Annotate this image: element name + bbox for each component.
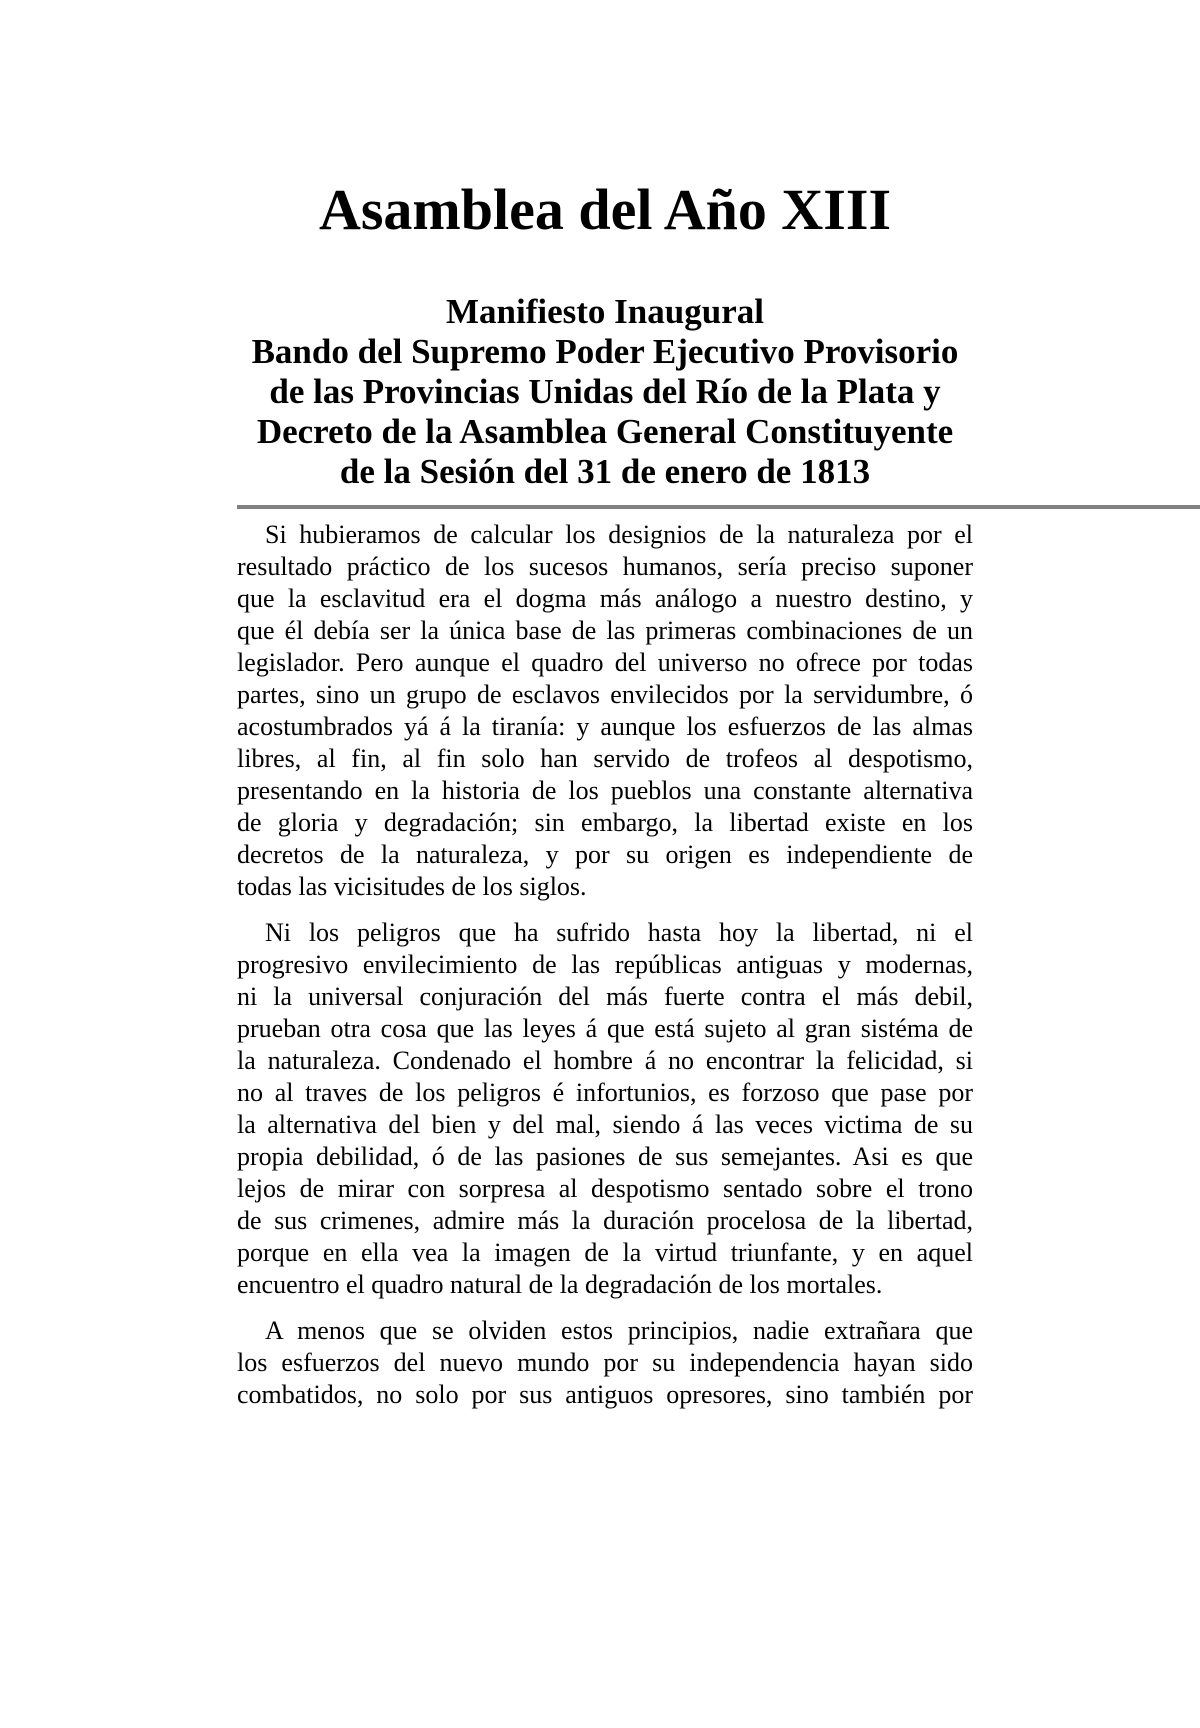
subtitle-line: Bando del Supremo Poder Ejecutivo Provisorio	[251, 332, 959, 371]
subtitle-line: Manifiesto Inaugural	[446, 292, 764, 331]
paragraph	[237, 1315, 973, 1411]
paragraph	[237, 519, 973, 903]
text-line: de gloria y degradación; sin embargo, la libertad existe en los	[237, 808, 973, 837]
document-title: Asamblea del Año XIII	[318, 177, 892, 242]
document-header	[237, 175, 973, 492]
text-line: Ni los peligros que ha sufrido hasta hoy la libertad, ni el	[265, 918, 973, 947]
subtitle-line: de las Provincias Unidas del Río de la Plata y	[269, 372, 941, 411]
document-page	[0, 175, 1200, 1728]
text-line: la naturaleza. Condenado el hombre á no encontrar la felicidad, si	[237, 1046, 973, 1075]
text-line: de sus crimenes, admire más la duración procelosa de la libertad,	[237, 1206, 973, 1235]
text-line: partes, sino un grupo de esclavos envilecidos por la servidumbre, ó	[237, 680, 973, 709]
text-line: que la esclavitud era el dogma más análogo a nuestro destino, y	[237, 584, 973, 613]
text-line: Si hubieramos de calcular los designios de la naturaleza por el	[265, 520, 973, 549]
text-line: resultado práctico de los sucesos humanos, sería preciso suponer	[237, 552, 973, 581]
text-line: encuentro el quadro natural de la degradación de los mortales.	[237, 1270, 883, 1299]
text-line: A menos que se olviden estos principios, nadie extrañara que	[265, 1316, 973, 1345]
text-line: progresivo envilecimiento de las repúblicas antiguas y modernas,	[237, 950, 973, 979]
text-line: prueban otra cosa que las leyes á que está sujeto al gran sistéma de	[237, 1014, 973, 1043]
text-line: porque en ella vea la imagen de la virtud triunfante, y en aquel	[237, 1238, 973, 1267]
text-line: todas las vicisitudes de los siglos.	[237, 872, 587, 901]
text-line: legislador. Pero aunque el quadro del universo no ofrece por todas	[237, 648, 973, 677]
paragraph	[237, 917, 973, 1301]
text-line: no al traves de los peligros é infortunios, es forzoso que pase por	[237, 1078, 973, 1107]
document-subtitle	[237, 292, 973, 492]
text-line: decretos de la naturaleza, y por su origen es independiente de	[237, 840, 973, 869]
text-line: combatidos, no solo por sus antiguos opresores, sino también por	[237, 1380, 973, 1409]
text-line: lejos de mirar con sorpresa al despotismo sentado sobre el trono	[237, 1174, 973, 1203]
subtitle-line: Decreto de la Asamblea General Constituyente	[256, 412, 954, 451]
subtitle-line: de la Sesión del 31 de enero de 1813	[339, 452, 871, 491]
text-line: presentando en la historia de los pueblos una constante alternativa	[237, 776, 973, 805]
text-line: que él debía ser la única base de las primeras combinaciones de un	[237, 616, 973, 645]
text-line: ni la universal conjuración del más fuerte contra el más debil,	[237, 982, 973, 1011]
text-line: los esfuerzos del nuevo mundo por su independencia hayan sido	[237, 1348, 973, 1377]
document-body	[237, 519, 973, 1411]
text-line: la alternativa del bien y del mal, siendo á las veces victima de su	[237, 1110, 973, 1139]
text-line: propia debilidad, ó de las pasiones de sus semejantes. Asi es que	[237, 1142, 973, 1171]
text-line: libres, al fin, al fin solo han servido de trofeos al despotismo,	[237, 744, 973, 773]
text-line: acostumbrados yá á la tiranía: y aunque los esfuerzos de las almas	[237, 712, 973, 741]
section-divider	[237, 505, 1200, 509]
